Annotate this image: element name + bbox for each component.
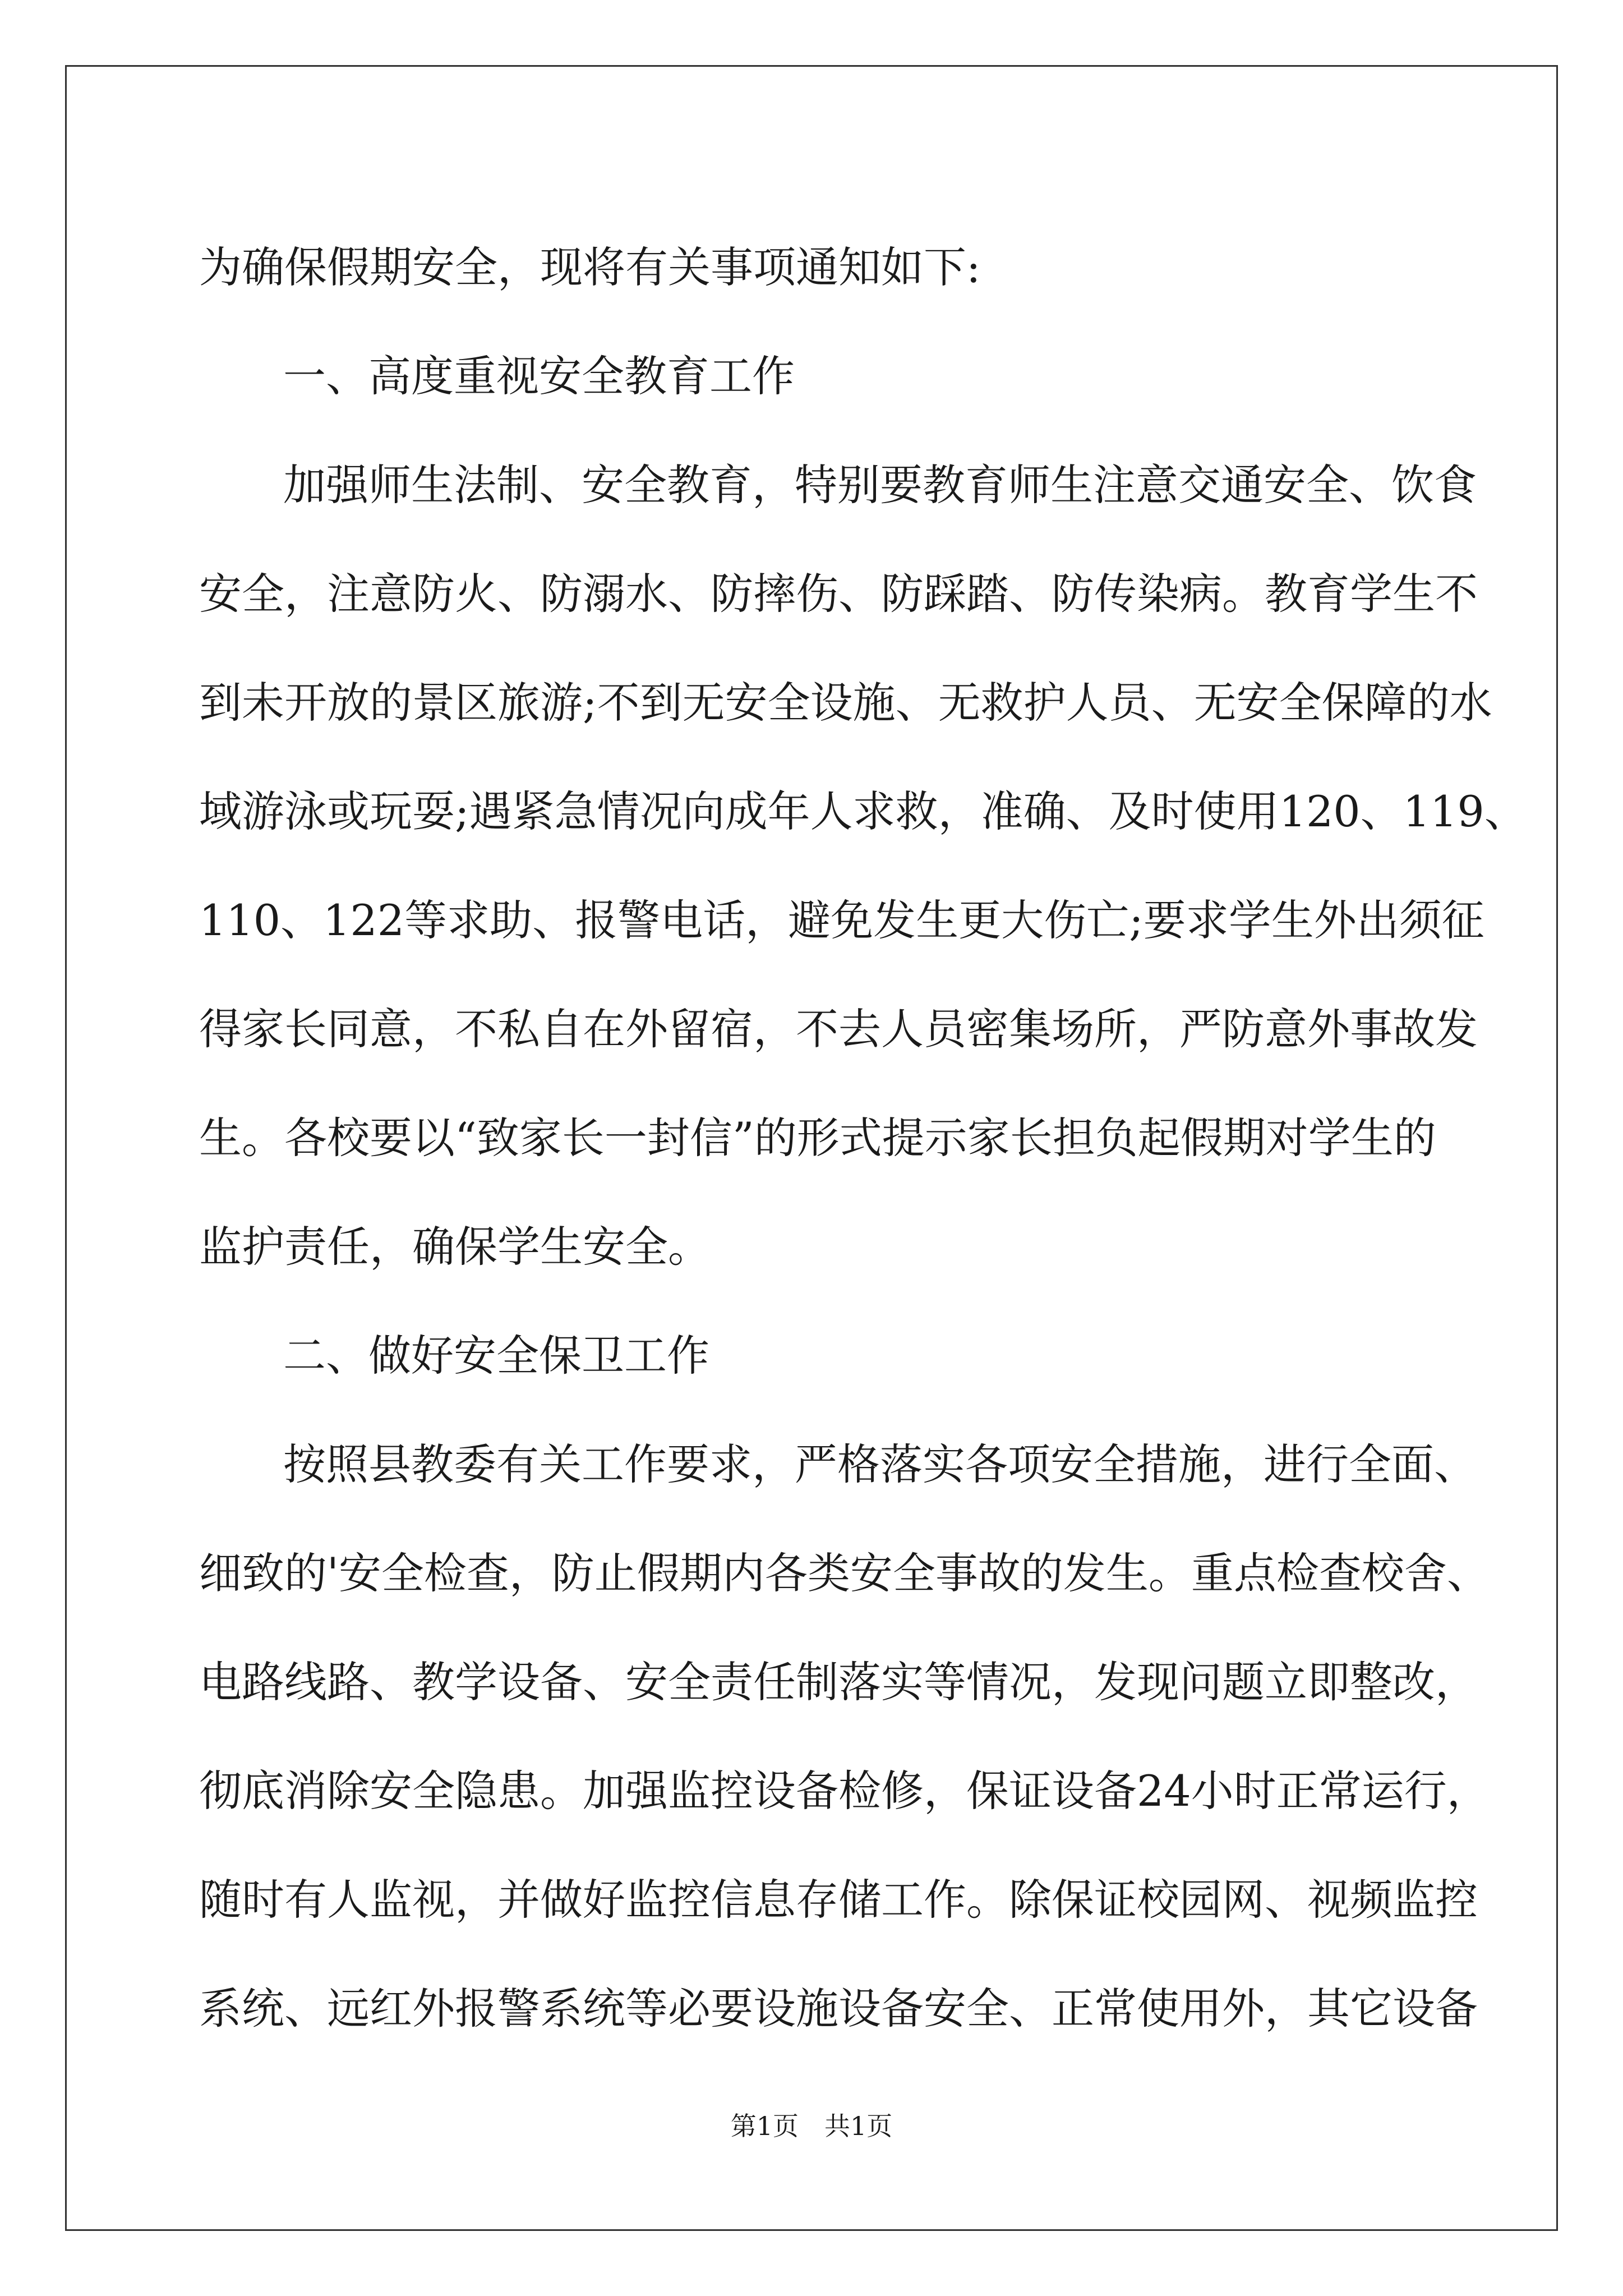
section-heading: 一、高度重视安全教育工作: [283, 351, 795, 401]
section-heading: 二、做好安全保卫工作: [283, 1331, 709, 1381]
text-line: 到未开放的景区旅游;不到无安全设施、无救护人员、无安全保障的水: [199, 678, 1492, 728]
text-line: 按照县教委有关工作要求，严格落实各项安全措施，进行全面、: [283, 1439, 1477, 1489]
text-line: 系统、远红外报警系统等必要设施设备安全、正常使用外，其它设备: [199, 1984, 1478, 2033]
text-line: 随时有人监视，并做好监控信息存储工作。除保证校园网、视频监控: [199, 1875, 1478, 1925]
text-line: 安全，注意防火、防溺水、防摔伤、防踩踏、防传染病。教育学生不: [199, 569, 1478, 619]
text-line: 加强师生法制、安全教育，特别要教育师生注意交通安全、饮食: [283, 460, 1477, 510]
text-line: 域游泳或玩耍;遇紧急情况向成年人求救，准确、及时使用120、119、: [199, 786, 1527, 836]
text-line: 110、122等求助、报警电话，避免发生更大伤亡;要求学生外出须征: [199, 895, 1484, 945]
text-line: 生。各校要以“致家长一封信”的形式提示家长担负起假期对学生的: [199, 1113, 1436, 1163]
text-line: 监护责任，确保学生安全。: [199, 1222, 711, 1272]
text-line: 电路线路、教学设备、安全责任制落实等情况，发现问题立即整改，: [199, 1657, 1478, 1707]
text-line: 细致的'安全检查，防止假期内各类安全事故的发生。重点检查校舍、: [199, 1548, 1490, 1598]
text-line: 得家长同意，不私自在外留宿，不去人员密集场所，严防意外事故发: [199, 1004, 1478, 1054]
page-number-footer: 第1页 共1页: [730, 2111, 893, 2141]
text-line: 彻底消除安全隐患。加强监控设备检修，保证设备24小时正常运行，: [199, 1766, 1490, 1816]
text-line: 为确保假期安全，现将有关事项通知如下:: [199, 242, 981, 292]
document-body: [199, 213, 1527, 2063]
